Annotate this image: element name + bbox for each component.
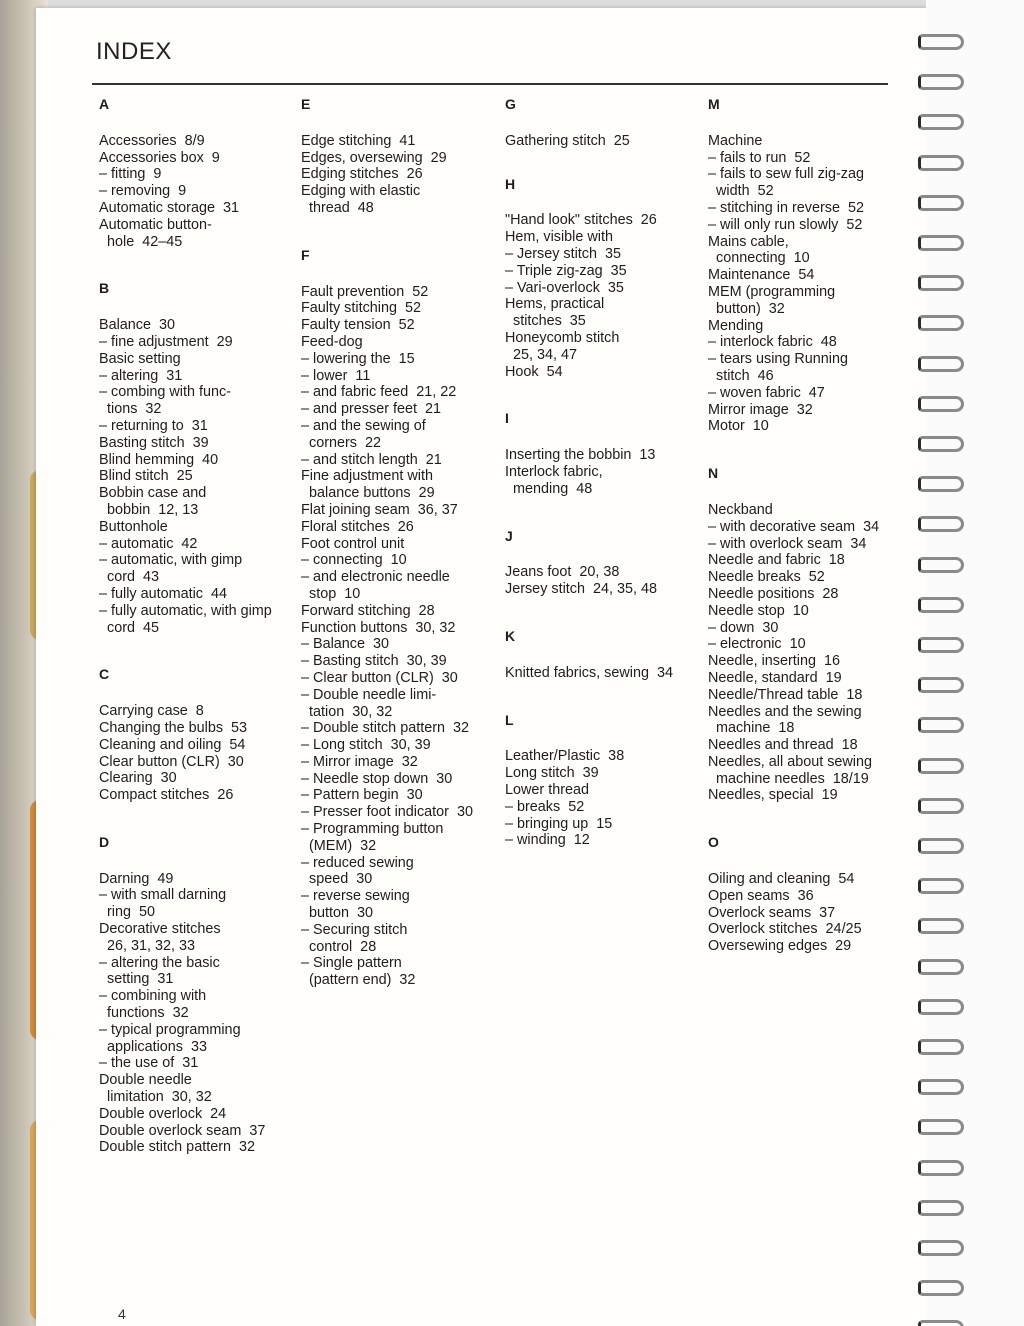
spiral-coil bbox=[918, 1240, 964, 1256]
index-entry: – interlock fabric 48 bbox=[708, 334, 837, 351]
index-entry: width 52 bbox=[708, 183, 774, 200]
index-entry: Oversewing edges 29 bbox=[708, 938, 852, 955]
index-entry: – woven fabric 47 bbox=[708, 384, 825, 401]
index-entry: – Single pattern bbox=[301, 955, 402, 972]
index-entry: Double stitch pattern 32 bbox=[99, 1139, 255, 1156]
index-entry: Cleaning and oiling 54 bbox=[99, 736, 246, 753]
index-entry: Maintenance 54 bbox=[708, 267, 815, 284]
index-entry: – lower 11 bbox=[301, 367, 371, 384]
index-entry: cord 43 bbox=[99, 569, 159, 586]
index-entry: Knitted fabrics, sewing 34 bbox=[505, 664, 673, 681]
index-entry: Needle positions 28 bbox=[708, 585, 839, 602]
index-entry: – breaks 52 bbox=[505, 798, 585, 815]
spiral-coil bbox=[918, 275, 964, 291]
index-entry: – altering 31 bbox=[99, 367, 183, 384]
index-entry: Interlock fabric, bbox=[505, 463, 603, 480]
section-letter: O bbox=[708, 834, 719, 851]
index-entry: – connecting 10 bbox=[301, 552, 407, 569]
spiral-coil bbox=[918, 1320, 964, 1326]
index-entry: Overlock stitches 24/25 bbox=[708, 921, 862, 938]
index-entry: Edges, oversewing 29 bbox=[301, 149, 447, 166]
index-entry: balance buttons 29 bbox=[301, 485, 435, 502]
index-entry: Jersey stitch 24, 35, 48 bbox=[505, 581, 657, 598]
section-letter: D bbox=[99, 833, 110, 850]
index-entry: Edging stitches 26 bbox=[301, 166, 423, 183]
index-entry: control 28 bbox=[301, 938, 377, 955]
index-entry: machine 18 bbox=[708, 720, 795, 737]
index-entry: Blind hemming 40 bbox=[99, 451, 219, 468]
index-section-j bbox=[505, 528, 705, 598]
index-entry: Automatic button- bbox=[99, 216, 212, 233]
index-entry: – altering the basic bbox=[99, 954, 220, 971]
index-entry: – typical programming bbox=[99, 1021, 241, 1038]
index-column-3 bbox=[505, 96, 705, 849]
index-entry: ring 50 bbox=[99, 904, 155, 921]
index-entry: Flat joining seam 36, 37 bbox=[301, 501, 458, 518]
index-entry: – combining with bbox=[99, 988, 207, 1005]
index-entry: thread 48 bbox=[301, 199, 374, 216]
index-entry: – lowering the 15 bbox=[301, 350, 415, 367]
section-letter: E bbox=[301, 96, 311, 112]
index-entry: Changing the bulbs 53 bbox=[99, 719, 248, 736]
index-entry: Feed-dog bbox=[301, 333, 363, 350]
index-entry: Honeycomb stitch bbox=[505, 329, 620, 346]
index-entry: Needles, special 19 bbox=[708, 787, 838, 804]
index-entry: Fault prevention 52 bbox=[301, 283, 429, 300]
index-entry: Compact stitches 26 bbox=[99, 787, 234, 804]
spiral-coil bbox=[918, 396, 964, 412]
spiral-coil bbox=[918, 315, 964, 331]
index-entry: Clear button (CLR) 30 bbox=[99, 753, 244, 770]
spiral-coil bbox=[918, 838, 964, 854]
index-entry: – Presser foot indicator 30 bbox=[301, 804, 473, 821]
index-entry: – will only run slowly 52 bbox=[708, 216, 863, 233]
spiral-coil bbox=[918, 597, 964, 613]
spiral-coil bbox=[918, 637, 964, 653]
index-entry: Needle, inserting 16 bbox=[708, 653, 840, 670]
index-entry: Foot control unit bbox=[301, 535, 405, 552]
index-entry: – Needle stop down 30 bbox=[301, 770, 453, 787]
index-section-n bbox=[708, 465, 908, 804]
index-entry: functions 32 bbox=[99, 1005, 189, 1022]
index-entry: Darning 49 bbox=[99, 870, 174, 887]
index-entry: hole 42–45 bbox=[99, 233, 183, 250]
index-entry: Motor 10 bbox=[708, 418, 769, 435]
index-section-a bbox=[99, 96, 299, 250]
index-entry: Basting stitch 39 bbox=[99, 434, 209, 451]
index-entry: Double overlock 24 bbox=[99, 1105, 227, 1122]
index-entry: Buttonhole bbox=[99, 518, 168, 535]
index-section-m bbox=[708, 96, 908, 435]
index-section-o bbox=[708, 834, 908, 955]
spiral-coil bbox=[918, 356, 964, 372]
index-entry: Mending bbox=[708, 317, 764, 334]
index-entry: Open seams 36 bbox=[708, 887, 814, 904]
section-letter: H bbox=[505, 175, 516, 192]
index-entry: stop 10 bbox=[301, 585, 361, 602]
index-entry: – Double needle limi- bbox=[301, 686, 437, 703]
spiral-coil bbox=[918, 1160, 964, 1176]
index-entry: speed 30 bbox=[301, 871, 373, 888]
spiral-coil bbox=[918, 1280, 964, 1296]
spiral-coil bbox=[918, 878, 964, 894]
index-entry: Gathering stitch 25 bbox=[505, 132, 630, 149]
index-entry: – fine adjustment 29 bbox=[99, 333, 233, 350]
spiral-coil bbox=[918, 74, 964, 90]
index-entry: – fails to sew full zig-zag bbox=[708, 166, 864, 183]
index-entry: – the use of 31 bbox=[99, 1055, 199, 1072]
index-entry: – bringing up 15 bbox=[505, 815, 613, 832]
index-entry: – electronic 10 bbox=[708, 636, 806, 653]
spiral-coil bbox=[918, 798, 964, 814]
index-column-4 bbox=[708, 96, 908, 955]
index-entry: – Securing stitch bbox=[301, 921, 408, 938]
index-entry: – with decorative seam 34 bbox=[708, 518, 880, 535]
index-entry: – and electronic needle bbox=[301, 569, 450, 586]
index-entry: 26, 31, 32, 33 bbox=[99, 937, 196, 954]
index-section-d bbox=[99, 834, 299, 1156]
section-letter: B bbox=[99, 280, 110, 297]
index-entry: – and fabric feed 21, 22 bbox=[301, 384, 457, 401]
index-section-e bbox=[301, 96, 501, 217]
index-entry: Needle, standard 19 bbox=[708, 669, 842, 686]
index-entry: connecting 10 bbox=[708, 250, 810, 267]
index-entry: Blind stitch 25 bbox=[99, 468, 193, 485]
index-entry: Inserting the bobbin 13 bbox=[505, 447, 656, 464]
index-entry: – Mirror image 32 bbox=[301, 753, 418, 770]
index-entry: – stitching in reverse 52 bbox=[708, 199, 864, 216]
index-entry: Decorative stitches bbox=[99, 921, 221, 938]
index-entry: – and stitch length 21 bbox=[301, 451, 442, 468]
index-entry: – winding 12 bbox=[505, 832, 590, 849]
spiral-coil bbox=[918, 918, 964, 934]
spiral-coil bbox=[918, 476, 964, 492]
index-entry: – Triple zig-zag 35 bbox=[505, 262, 627, 279]
spiral-coil bbox=[918, 677, 964, 693]
index-entry: Function buttons 30, 32 bbox=[301, 619, 456, 636]
page-title: INDEX bbox=[96, 38, 172, 65]
index-entry: limitation 30, 32 bbox=[99, 1089, 212, 1106]
index-entry: Balance 30 bbox=[99, 317, 176, 334]
section-letter: M bbox=[708, 96, 720, 112]
index-entry: – automatic, with gimp bbox=[99, 552, 243, 569]
index-entry: Hems, practical bbox=[505, 296, 605, 313]
index-entry: Lower thread bbox=[505, 781, 589, 798]
section-letter: K bbox=[505, 627, 516, 644]
index-entry: – Pattern begin 30 bbox=[301, 787, 423, 804]
spiral-coil bbox=[918, 758, 964, 774]
index-entry: – and presser feet 21 bbox=[301, 401, 441, 418]
index-entry: Needle/Thread table 18 bbox=[708, 686, 863, 703]
index-entry: Oiling and cleaning 54 bbox=[708, 871, 855, 888]
spiral-coil bbox=[918, 1079, 964, 1095]
index-entry: – Balance 30 bbox=[301, 636, 390, 653]
section-letter: N bbox=[708, 465, 719, 482]
index-entry: machine needles 18/19 bbox=[708, 770, 869, 787]
index-entry: (MEM) 32 bbox=[301, 837, 377, 854]
index-entry: 25, 34, 47 bbox=[505, 346, 578, 363]
index-section-k bbox=[505, 628, 705, 682]
index-entry: Floral stitches 26 bbox=[301, 518, 414, 535]
index-entry: – removing 9 bbox=[99, 183, 187, 200]
index-entry: – Basting stitch 30, 39 bbox=[301, 653, 447, 670]
index-entry: Machine bbox=[708, 132, 763, 149]
index-entry: MEM (programming bbox=[708, 283, 836, 300]
index-entry: mending 48 bbox=[505, 480, 593, 497]
index-entry: "Hand look" stitches 26 bbox=[505, 212, 657, 229]
index-entry: Accessories 8/9 bbox=[99, 132, 205, 149]
spiral-coil bbox=[918, 114, 964, 130]
index-entry: – reduced sewing bbox=[301, 854, 414, 871]
index-entry: – fitting 9 bbox=[99, 166, 162, 183]
index-entry: Needle stop 10 bbox=[708, 602, 809, 619]
index-entry: – with small darning bbox=[99, 887, 227, 904]
index-entry: Fine adjustment with bbox=[301, 468, 433, 485]
index-entry: Needle and fabric 18 bbox=[708, 552, 845, 569]
index-entry: – and the sewing of bbox=[301, 417, 426, 434]
index-section-g bbox=[505, 96, 705, 150]
index-section-b bbox=[99, 280, 299, 636]
index-section-l bbox=[505, 712, 705, 850]
index-entry: Double needle bbox=[99, 1072, 192, 1089]
spiral-coil bbox=[918, 516, 964, 532]
index-entry: bobbin 12, 13 bbox=[99, 501, 199, 518]
spiral-coil bbox=[918, 717, 964, 733]
index-section-f bbox=[301, 247, 501, 989]
index-entry: – Vari-overlock 35 bbox=[505, 279, 624, 296]
index-entry: – fully automatic, with gimp bbox=[99, 602, 272, 619]
index-entry: (pattern end) 32 bbox=[301, 972, 416, 989]
spiral-coil bbox=[918, 34, 964, 50]
index-entry: – returning to 31 bbox=[99, 417, 208, 434]
spiral-coil bbox=[918, 235, 964, 251]
index-entry: Edge stitching 41 bbox=[301, 132, 416, 149]
spiral-coil bbox=[918, 1200, 964, 1216]
index-section-h bbox=[505, 176, 705, 381]
index-entry: Jeans foot 20, 38 bbox=[505, 564, 620, 581]
index-entry: – Long stitch 30, 39 bbox=[301, 737, 431, 754]
index-entry: – tears using Running bbox=[708, 351, 848, 368]
index-entry: – reverse sewing bbox=[301, 888, 410, 905]
index-entry: corners 22 bbox=[301, 434, 381, 451]
title-divider bbox=[92, 83, 888, 85]
spiral-coil bbox=[918, 959, 964, 975]
index-entry: cord 45 bbox=[99, 619, 159, 636]
index-entry: Accessories box 9 bbox=[99, 149, 220, 166]
index-entry: – Double stitch pattern 32 bbox=[301, 720, 469, 737]
index-entry: Edging with elastic bbox=[301, 183, 421, 200]
index-entry: Carrying case 8 bbox=[99, 703, 204, 720]
index-entry: Automatic storage 31 bbox=[99, 199, 239, 216]
index-entry: Forward stitching 28 bbox=[301, 602, 435, 619]
index-entry: Hem, visible with bbox=[505, 229, 613, 246]
index-entry: – fails to run 52 bbox=[708, 149, 811, 166]
index-entry: Faulty stitching 52 bbox=[301, 300, 421, 317]
index-entry: Clearing 30 bbox=[99, 770, 177, 787]
index-entry: tation 30, 32 bbox=[301, 703, 393, 720]
section-letter: C bbox=[99, 666, 110, 683]
index-entry: – Clear button (CLR) 30 bbox=[301, 669, 458, 686]
section-letter: I bbox=[505, 410, 509, 427]
spiral-coil bbox=[918, 436, 964, 452]
index-entry: setting 31 bbox=[99, 971, 174, 988]
index-entry: – combing with func- bbox=[99, 384, 231, 401]
spiral-coil bbox=[918, 1119, 964, 1135]
spiral-coil bbox=[918, 557, 964, 573]
index-entry: Basic setting bbox=[99, 350, 181, 367]
spiral-coil bbox=[918, 999, 964, 1015]
index-entry: Hook 54 bbox=[505, 363, 563, 380]
index-entry: Neckband bbox=[708, 501, 773, 518]
spiral-coil bbox=[918, 195, 964, 211]
index-entry: button) 32 bbox=[708, 300, 785, 317]
spiral-coil bbox=[918, 1039, 964, 1055]
index-entry: Needles and the sewing bbox=[708, 703, 862, 720]
index-entry: Leather/Plastic 38 bbox=[505, 748, 625, 765]
index-entry: Double overlock seam 37 bbox=[99, 1122, 266, 1139]
index-entry: – fully automatic 44 bbox=[99, 585, 227, 602]
index-section-i bbox=[505, 410, 705, 497]
index-entry: Needle breaks 52 bbox=[708, 569, 825, 586]
section-letter: A bbox=[99, 96, 110, 112]
index-entry: Long stitch 39 bbox=[505, 765, 599, 782]
index-entry: – Programming button bbox=[301, 821, 444, 838]
index-entry: Mirror image 32 bbox=[708, 401, 813, 418]
index-entry: Faulty tension 52 bbox=[301, 317, 415, 334]
section-letter: J bbox=[505, 527, 513, 544]
index-entry: – down 30 bbox=[708, 619, 779, 636]
index-column-1 bbox=[99, 96, 299, 1156]
index-entry: Needles and thread 18 bbox=[708, 737, 858, 754]
index-entry: stitch 46 bbox=[708, 367, 774, 384]
index-entry: – Jersey stitch 35 bbox=[505, 245, 621, 262]
section-letter: L bbox=[505, 711, 514, 728]
index-section-c bbox=[99, 666, 299, 804]
index-entry: stitches 35 bbox=[505, 313, 586, 330]
index-entry: Bobbin case and bbox=[99, 485, 207, 502]
index-entry: Overlock seams 37 bbox=[708, 904, 836, 921]
index-entry: Needles, all about sewing bbox=[708, 753, 872, 770]
page-number: 4 bbox=[118, 1306, 126, 1322]
index-entry: button 30 bbox=[301, 905, 374, 922]
spiral-coil bbox=[918, 155, 964, 171]
index-entry: tions 32 bbox=[99, 401, 162, 418]
index-entry: applications 33 bbox=[99, 1038, 208, 1055]
index-entry: – automatic 42 bbox=[99, 535, 198, 552]
index-column-2 bbox=[301, 96, 501, 989]
index-entry: Mains cable, bbox=[708, 233, 789, 250]
index-entry: – with overlock seam 34 bbox=[708, 535, 867, 552]
section-letter: F bbox=[301, 246, 310, 263]
section-letter: G bbox=[505, 96, 516, 112]
